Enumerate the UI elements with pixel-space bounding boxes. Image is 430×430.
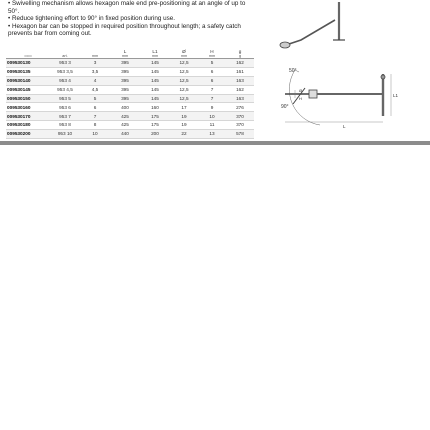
- table-cell: 578: [236, 131, 244, 137]
- table-cell: 160: [151, 104, 159, 110]
- table-cell: 953 5: [59, 95, 71, 101]
- table-cell: 12,5: [179, 86, 189, 92]
- feature-bullet: • Reduce tightening effort to 90° in fixed position during use.: [8, 15, 176, 23]
- spec-table: [6, 46, 254, 139]
- angle-label-top: 50°: [289, 68, 297, 74]
- table-cell: 5: [93, 95, 97, 101]
- table-cell: 8: [93, 122, 97, 128]
- table-cell: 162: [236, 60, 244, 66]
- table-cell: 200: [151, 131, 159, 137]
- length-short-label: L1: [393, 93, 399, 98]
- drawing-svg: [265, 0, 430, 135]
- table-cell: 11: [209, 122, 215, 128]
- header-length-short: L1 mm: [140, 46, 170, 59]
- table-cell: 6: [210, 78, 214, 84]
- table-cell: 145: [151, 60, 159, 66]
- table-cell: 953 8: [59, 122, 71, 128]
- table-cell: 5: [210, 60, 214, 66]
- table-cell: 395: [121, 69, 129, 75]
- table-cell: 19: [181, 122, 187, 128]
- table-row: [6, 130, 254, 139]
- table-cell: 17: [181, 104, 187, 110]
- header-hex: H mm: [198, 46, 226, 59]
- table-cell: 12,5: [179, 78, 189, 84]
- table-cell: 6: [93, 104, 97, 110]
- table-cell: 19: [181, 113, 187, 119]
- angle-label-bottom: 90°: [281, 104, 289, 110]
- cell-code: 009530180: [7, 122, 31, 128]
- table-cell: 13: [209, 131, 215, 137]
- table-row: [6, 76, 254, 85]
- table-cell: 425: [121, 113, 129, 119]
- table-row: [6, 59, 254, 68]
- hex-label: H: [299, 96, 302, 101]
- header-length: L mm: [110, 46, 140, 59]
- table-cell: 395: [121, 95, 129, 101]
- table-row: [6, 85, 254, 94]
- table-cell: 395: [121, 60, 129, 66]
- table-cell: 7: [93, 113, 97, 119]
- diameter-label: Ø: [299, 88, 303, 93]
- table-cell: 175: [151, 113, 159, 119]
- table-cell: 9: [210, 104, 214, 110]
- table-cell: 163: [236, 95, 244, 101]
- cell-code: 009530130: [7, 60, 31, 66]
- cell-code: 009530145: [7, 86, 31, 92]
- table-cell: 3: [93, 60, 97, 66]
- table-cell: 163: [236, 78, 244, 84]
- table-cell: 370: [236, 113, 244, 119]
- cell-code: 009530135: [7, 69, 31, 75]
- table-cell: 3,5: [91, 69, 99, 75]
- table-cell: 4: [93, 78, 97, 84]
- header-article: art.: [50, 46, 80, 59]
- section-divider: [0, 141, 430, 145]
- table-cell: 953 4,5: [57, 86, 73, 92]
- table-cell: 440: [121, 131, 129, 137]
- table-cell: 12,5: [179, 69, 189, 75]
- tool-top-view: [280, 2, 345, 48]
- table-cell: 7: [210, 95, 214, 101]
- table-cell: 953 3: [59, 60, 71, 66]
- cell-code: 009530140: [7, 78, 31, 84]
- table-cell: 6: [210, 69, 214, 75]
- table-cell: 145: [151, 69, 159, 75]
- table-cell: 145: [151, 95, 159, 101]
- table-cell: 162: [236, 86, 244, 92]
- feature-bullet: • Swivelling mechanism allows hexagon male end pre-positioning at an angle of up to 50°.: [8, 0, 246, 15]
- technical-drawing: [265, 0, 430, 135]
- header-unit: ▭▭: [24, 54, 32, 58]
- table-cell: 276: [236, 104, 244, 110]
- table-row: [6, 121, 254, 130]
- header-diameter: Ø mm: [170, 46, 198, 59]
- length-label: L: [343, 124, 346, 129]
- cell-code: 009530170: [7, 113, 31, 119]
- table-cell: 953 10: [57, 131, 73, 137]
- table-cell: 370: [236, 122, 244, 128]
- table-cell: 425: [121, 122, 129, 128]
- table-cell: 395: [121, 86, 129, 92]
- table-row: [6, 94, 254, 103]
- table-cell: 953 3,5: [57, 69, 73, 75]
- cell-code: 009530200: [7, 131, 31, 137]
- table-row: [6, 112, 254, 121]
- spec-table-header: [6, 46, 254, 59]
- table-cell: 7: [210, 86, 214, 92]
- table-row: [6, 67, 254, 76]
- table-cell: 12,5: [179, 60, 189, 66]
- cell-code: 009530160: [7, 104, 31, 110]
- table-cell: 145: [151, 86, 159, 92]
- header-size: mm: [80, 46, 110, 59]
- table-cell: 395: [121, 78, 129, 84]
- table-cell: 145: [151, 78, 159, 84]
- table-cell: 12,5: [179, 95, 189, 101]
- header-code: [6, 46, 50, 59]
- table-cell: 161: [236, 69, 244, 75]
- table-cell: 22: [181, 131, 187, 137]
- cell-code: 009530150: [7, 95, 31, 101]
- table-cell: 953 7: [59, 113, 71, 119]
- table-cell: 10: [92, 131, 98, 137]
- table-cell: 400: [121, 104, 129, 110]
- feature-bullet: • Hexagon bar can be stopped in required position throughout length; a safety catch prevents bar from coming out.: [8, 22, 241, 38]
- header-weight: g g: [226, 46, 254, 59]
- table-row: [6, 103, 254, 112]
- tool-side-view: [285, 74, 385, 116]
- table-cell: 953 4: [59, 78, 71, 84]
- table-cell: 10: [209, 113, 215, 119]
- table-cell: 4,5: [91, 86, 99, 92]
- table-cell: 953 6: [59, 104, 71, 110]
- feature-list: [8, 0, 258, 38]
- table-cell: 175: [151, 122, 159, 128]
